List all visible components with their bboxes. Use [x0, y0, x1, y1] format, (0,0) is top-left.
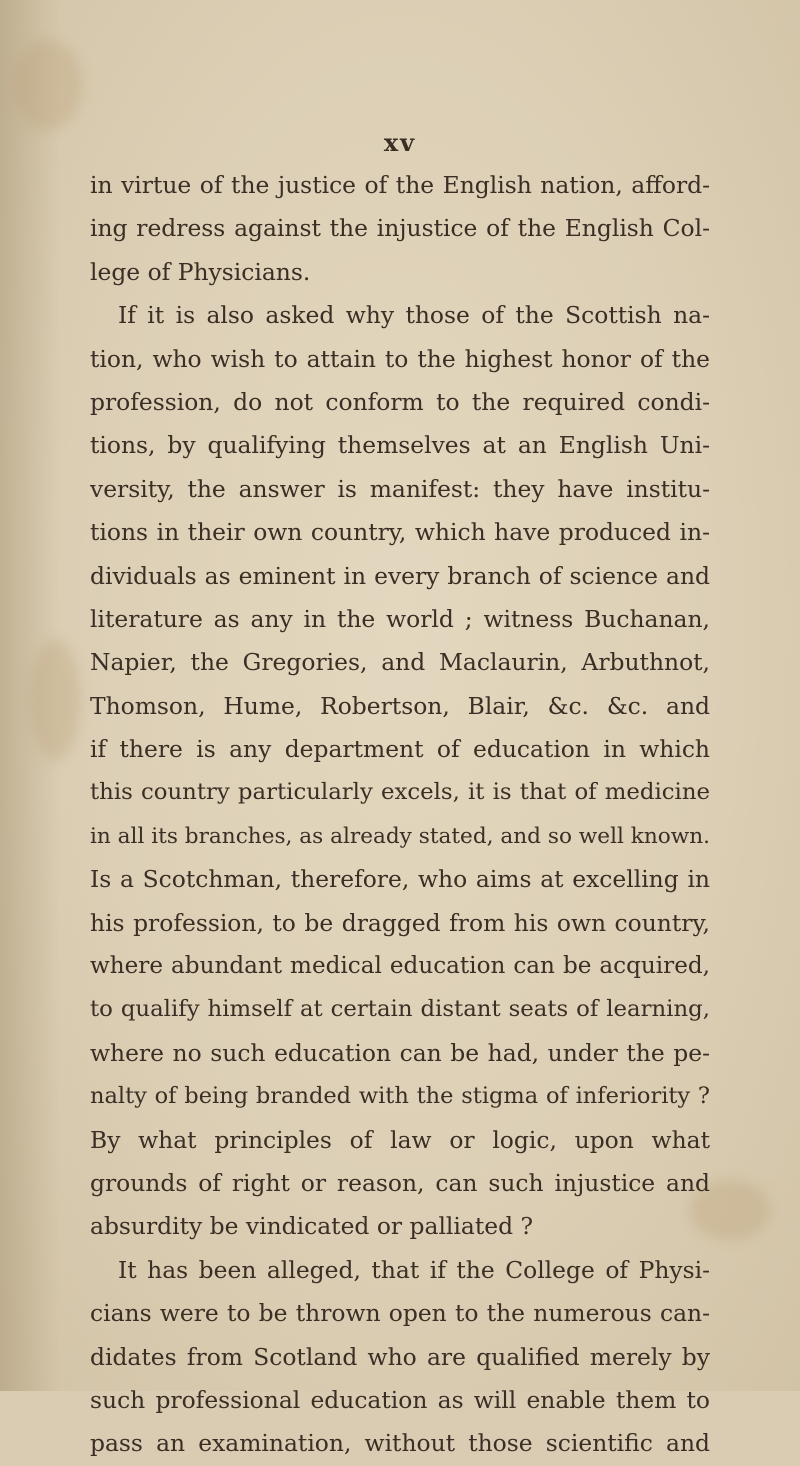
paper-stain — [12, 40, 82, 130]
text-line: Is a Scotchman, therefore, who aims at excelling in — [90, 865, 710, 894]
text-line: didates from Scotland who are qualified merely by — [90, 1342, 710, 1371]
text-line: literature as any in the world ; witness Buchanan, — [90, 604, 710, 633]
text-line: By what principles of law or logic, upon what — [90, 1125, 710, 1154]
body-text — [90, 164, 710, 1466]
page-number: xv — [383, 128, 417, 157]
text-line: dividuals as eminent in every branch of science and — [90, 561, 710, 590]
text-line: cians were to be thrown open to the numerous can- — [90, 1299, 710, 1328]
text-line: such professional education as will enable them to — [90, 1385, 710, 1414]
text-line: if there is any department of education in which — [90, 735, 710, 764]
text-line: pass an examination, without those scientific and — [90, 1429, 710, 1458]
text-line: to qualify himself at certain distant seats of learning, — [90, 996, 710, 1023]
text-line: If it is also asked why those of the Scottish na- — [118, 301, 710, 330]
text-line: where no such education can be had, under the pe- — [90, 1038, 710, 1067]
text-line: Napier, the Gregories, and Maclaurin, Arbuthnot, — [90, 648, 710, 677]
text-line: his profession, to be dragged from his own country, — [90, 908, 710, 937]
text-line: where abundant medical education can be acquired, — [90, 953, 710, 980]
text-line: ing redress against the injustice of the English Col- — [90, 214, 710, 243]
text-line: tions, by qualifying themselves at an English Uni- — [90, 431, 710, 460]
text-line: nalty of being branded with the stigma of inferiority ? — [90, 1083, 710, 1110]
text-line: absurdity be vindicated or palliated ? — [90, 1212, 534, 1241]
text-line: tion, who wish to attain to the highest honor of the — [90, 344, 710, 373]
paper-stain — [30, 640, 80, 760]
text-line: versity, the answer is manifest: they have institu- — [90, 474, 710, 503]
text-line: tions in their own country, which have produced in- — [90, 518, 710, 547]
text-line: profession, do not conform to the required condi- — [90, 387, 710, 416]
text-line: in virtue of the justice of the English nation, afford- — [90, 171, 710, 199]
text-line: Thomson, Hume, Robertson, Blair, &c. &c. and — [90, 691, 710, 720]
text-line: this country particularly excels, it is that of medicine — [90, 779, 710, 806]
text-line: lege of Physicians. — [90, 257, 311, 286]
text-line: in all its branches, as already stated, and so well known. — [90, 823, 710, 849]
text-line: It has been alleged, that if the College of Physi- — [118, 1255, 710, 1284]
text-line: grounds of right or reason, can such injustice and — [90, 1168, 710, 1197]
